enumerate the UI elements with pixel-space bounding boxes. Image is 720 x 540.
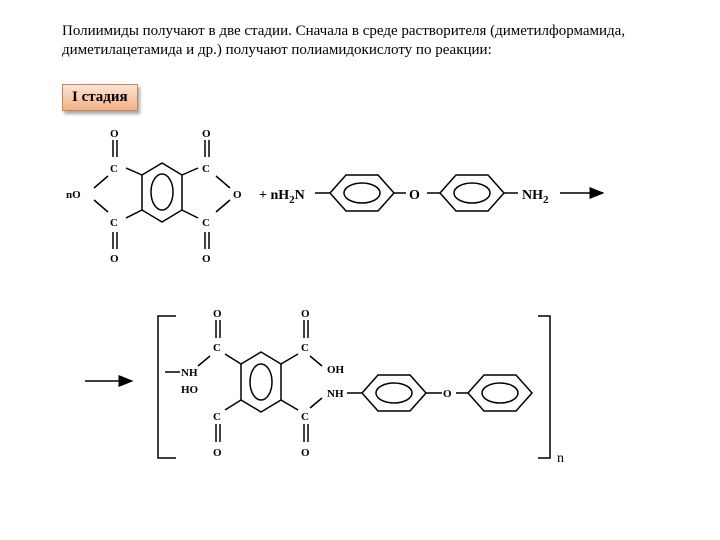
atom-c: C: [202, 163, 210, 175]
aromatic-circle: [482, 383, 518, 403]
atom-o: O: [202, 128, 211, 140]
atom-c: C: [110, 163, 118, 175]
atom-o: O: [213, 308, 222, 320]
atom-c: C: [213, 411, 221, 423]
benzene-ring: [330, 175, 394, 211]
atom-o: O: [202, 253, 211, 265]
benzene-ring: [440, 175, 504, 211]
atom-c: C: [202, 217, 210, 229]
atom-o: O: [301, 447, 310, 459]
atom-c: C: [301, 342, 309, 354]
atom-o: O: [110, 128, 119, 140]
right-bracket: [538, 316, 550, 458]
atom-c: C: [110, 217, 118, 229]
benzene-ring: [362, 375, 426, 411]
left-bracket: [158, 316, 176, 458]
carboxyl-ho: HO: [181, 384, 199, 396]
amide-nh: NH: [181, 367, 198, 379]
aromatic-circle: [250, 364, 272, 400]
ether-oxygen: O: [409, 188, 420, 203]
atom-c: C: [301, 411, 309, 423]
amine-group: $NH_2$: [522, 188, 549, 206]
diamine-prefix: + $nH_2N$: [259, 188, 305, 206]
amide-nh: NH: [327, 388, 344, 400]
dianhydride-molecule: [94, 140, 230, 249]
aromatic-circle: [151, 174, 173, 210]
aromatic-circle: [454, 183, 490, 203]
atom-o: O: [233, 189, 242, 201]
stage-label: I стадия: [62, 84, 138, 111]
intro-paragraph: Полиимиды получают в две стадии. Сначала в среде растворителя (диметилформамида, диметилацетамида и др.) получают полиамидокислоту по реакции:: [62, 23, 626, 58]
polyamic-acid-unit: [158, 316, 550, 458]
aromatic-circle: [376, 383, 412, 403]
atom-c: C: [213, 342, 221, 354]
benzene-ring: [468, 375, 532, 411]
repeat-index: n: [557, 451, 564, 466]
benzene-ring: [241, 352, 281, 412]
carboxyl-oh: OH: [327, 364, 345, 376]
atom-o: O: [301, 308, 310, 320]
benzene-ring: [142, 163, 182, 222]
ether-oxygen: O: [443, 388, 452, 400]
atom-no: nO: [66, 189, 81, 201]
atom-o: O: [110, 253, 119, 265]
aromatic-circle: [344, 183, 380, 203]
atom-o: O: [213, 447, 222, 459]
